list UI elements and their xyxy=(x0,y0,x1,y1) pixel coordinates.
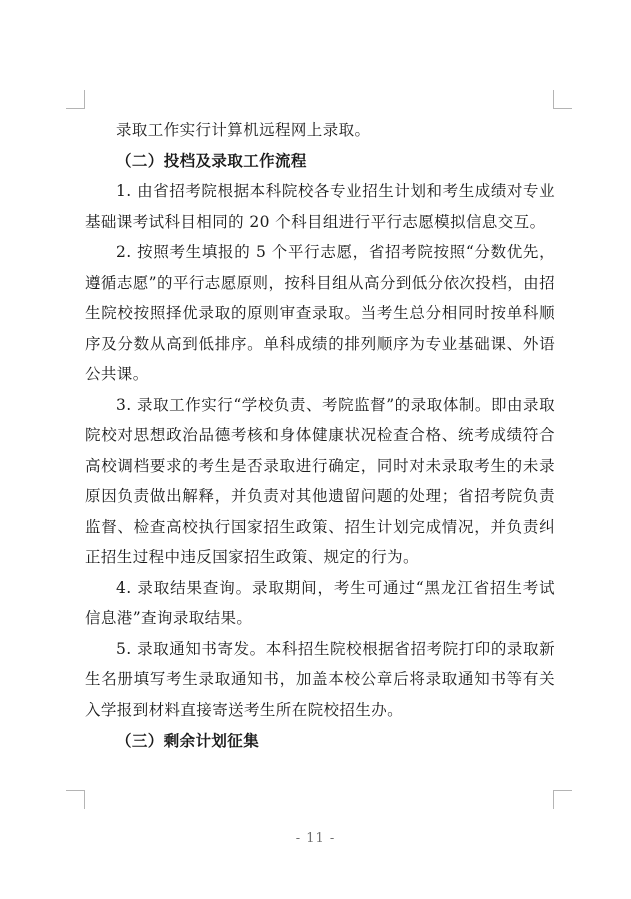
paragraph-item-5: 5. 录取通知书寄发。本科招生院校根据省招考院打印的录取新生名册填写考生录取通知书，加盖本校公章后将录取通知书等有关入学报到材料直接寄送考生所在院校招生办。 xyxy=(85,639,555,719)
crop-mark-top-left xyxy=(66,90,85,109)
section-heading-two: （二）投档及录取工作流程 xyxy=(116,151,307,170)
page-number: - 11 - xyxy=(295,831,336,846)
paragraph-item-4: 4. 录取结果查询。录取期间，考生可通过“黑龙江省招生考试信息港”查询录取结果。 xyxy=(85,578,555,627)
section-heading-three: （三）剩余计划征集 xyxy=(116,732,260,750)
crop-mark-top-right xyxy=(553,90,572,109)
document-body xyxy=(85,115,555,757)
paragraph-item-2: 2. 按照考生填报的 5 个平行志愿，省招考院按照“分数优先，遵循志愿”的平行志愿原则，按科目组从高分到低分依次投档，由招生院校按照择优录取的原则审查录取。当考生总分相同时按单科顺序及分数从高到低排序。单科成绩的排列顺序为专业基础课、外语公共课。 xyxy=(85,243,555,383)
paragraph-continuation: 录取工作实行计算机远程网上录取。 xyxy=(116,121,371,139)
paragraph-item-3: 3. 录取工作实行“学校负责、考院监督”的录取体制。即由录取院校对思想政治品德考核和身体健康状况检查合格、统考成绩符合高校调档要求的考生是否录取进行确定，同时对未录取考生的未录原因负责做出解释，并负责对其他遗留问题的处理；省招考院负责监督、检查高校执行国家招生政策、招生计划完成情况，并负责纠正招生过程中违反国家招生政策、规定的行为。 xyxy=(85,395,555,566)
paragraph-item-1: 1. 由省招考院根据本科院校各专业招生计划和考生成绩对专业基础课考试科目相同的 20 个科目组进行平行志愿模拟信息交互。 xyxy=(85,182,555,231)
crop-mark-bottom-left xyxy=(66,790,85,809)
crop-mark-bottom-right xyxy=(553,790,572,809)
